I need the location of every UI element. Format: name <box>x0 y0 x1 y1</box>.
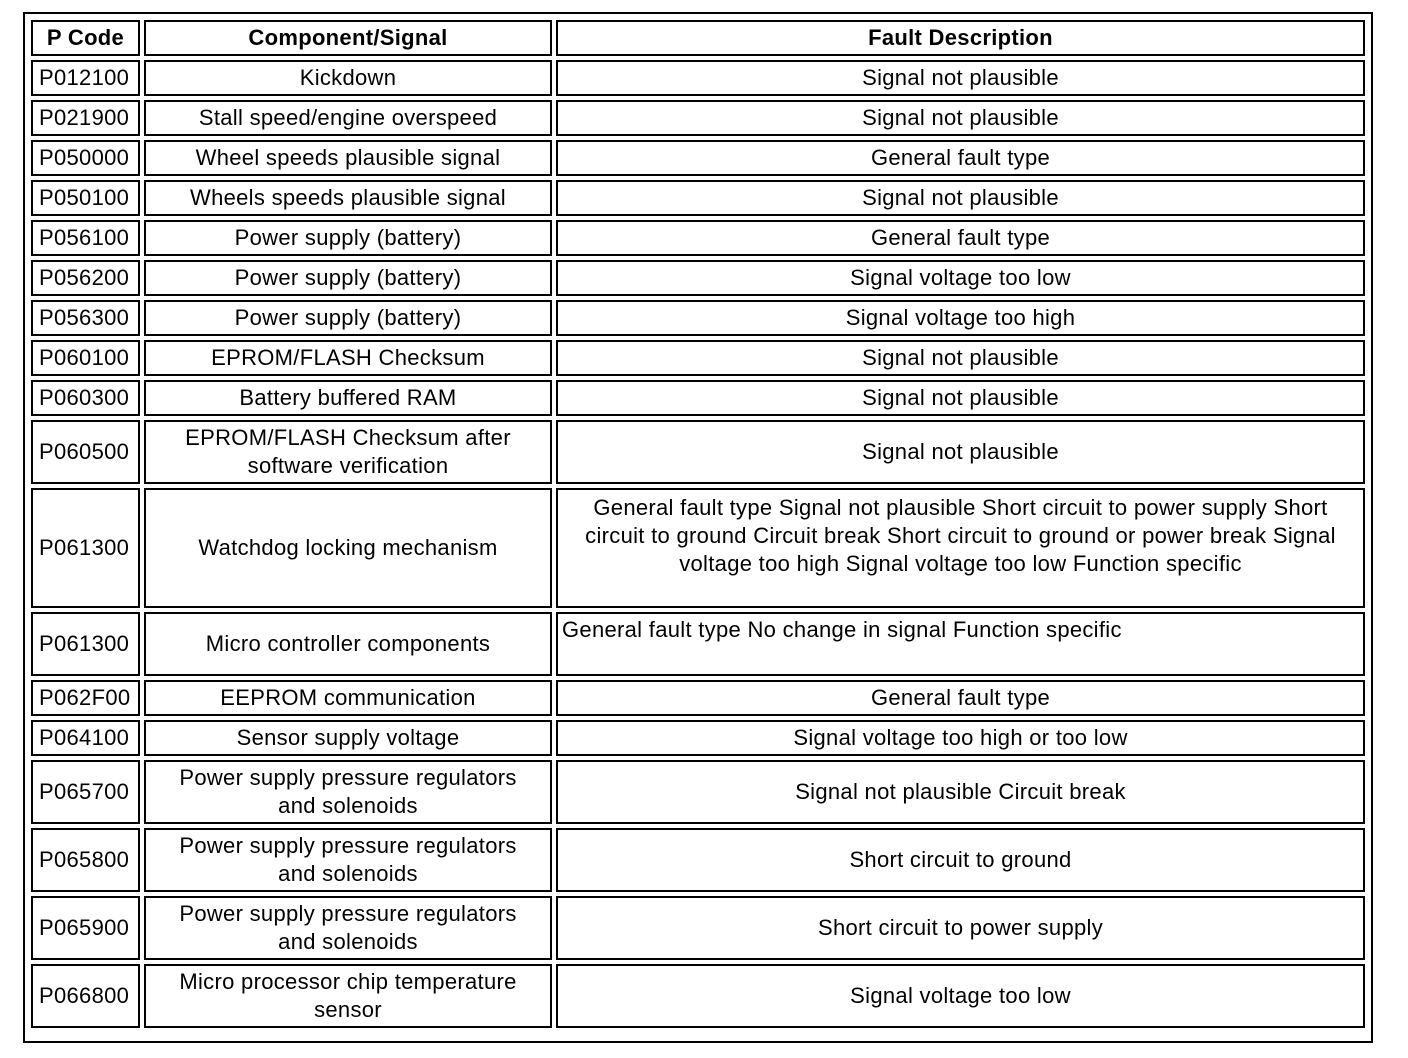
fault-cell: Signal not plausible Circuit break <box>556 760 1365 824</box>
component-cell: Sensor supply voltage <box>144 720 552 756</box>
table-row <box>31 720 1365 756</box>
component-cell: Power supply (battery) <box>144 260 552 296</box>
p-code-cell: P066800 <box>31 964 140 1028</box>
component-cell: Power supply (battery) <box>144 300 552 336</box>
p-code-cell: P060500 <box>31 420 140 484</box>
fault-cell: General fault type <box>556 680 1365 716</box>
p-code-cell: P050000 <box>31 140 140 176</box>
table-row <box>31 612 1365 676</box>
p-code-cell: P061300 <box>31 488 140 608</box>
table-row <box>31 760 1365 824</box>
header-p-code: P Code <box>31 20 140 56</box>
component-cell: EEPROM communication <box>144 680 552 716</box>
table-row <box>31 60 1365 96</box>
component-cell: Kickdown <box>144 60 552 96</box>
fault-cell: Signal not plausible <box>556 340 1365 376</box>
component-cell: Wheel speeds plausible signal <box>144 140 552 176</box>
table-row <box>31 180 1365 216</box>
component-cell: Micro processor chip temperature sensor <box>144 964 552 1028</box>
fault-cell: Signal voltage too low <box>556 260 1365 296</box>
fault-cell: Short circuit to ground <box>556 828 1365 892</box>
fault-cell: Signal voltage too high <box>556 300 1365 336</box>
table-row <box>31 140 1365 176</box>
p-code-cell: P012100 <box>31 60 140 96</box>
component-cell: Power supply pressure regulators and solenoids <box>144 828 552 892</box>
component-cell: Micro controller components <box>144 612 552 676</box>
fault-cell: Signal voltage too low <box>556 964 1365 1028</box>
component-cell: Power supply (battery) <box>144 220 552 256</box>
table-row <box>31 680 1365 716</box>
p-code-cell: P021900 <box>31 100 140 136</box>
component-cell: Stall speed/engine overspeed <box>144 100 552 136</box>
fault-cell: General fault type <box>556 220 1365 256</box>
component-cell: Battery buffered RAM <box>144 380 552 416</box>
component-cell: EPROM/FLASH Checksum after software verification <box>144 420 552 484</box>
component-cell: Watchdog locking mechanism <box>144 488 552 608</box>
fault-cell: General fault type Signal not plausible Short circuit to power supply Short circuit to ground Circuit break Short circuit to ground or power break Signal voltage too high Signal voltage too low Function specific <box>556 488 1365 608</box>
table-row <box>31 964 1365 1028</box>
p-code-cell: P064100 <box>31 720 140 756</box>
p-code-cell: P060100 <box>31 340 140 376</box>
fault-cell: Signal not plausible <box>556 180 1365 216</box>
fault-cell: Short circuit to power supply <box>556 896 1365 960</box>
fault-code-table <box>27 16 1369 1032</box>
header-row <box>31 20 1365 56</box>
table-row <box>31 300 1365 336</box>
p-code-cell: P065900 <box>31 896 140 960</box>
header-component-signal: Component/Signal <box>144 20 552 56</box>
table-row <box>31 380 1365 416</box>
table-row <box>31 488 1365 608</box>
fault-cell: Signal not plausible <box>556 420 1365 484</box>
p-code-cell: P050100 <box>31 180 140 216</box>
header-fault-description: Fault Description <box>556 20 1365 56</box>
table-row <box>31 100 1365 136</box>
fault-cell: Signal not plausible <box>556 60 1365 96</box>
fault-cell: Signal not plausible <box>556 380 1365 416</box>
fault-cell: General fault type No change in signal Function specific <box>556 612 1365 676</box>
table-row <box>31 420 1365 484</box>
p-code-cell: P061300 <box>31 612 140 676</box>
p-code-cell: P060300 <box>31 380 140 416</box>
p-code-cell: P065700 <box>31 760 140 824</box>
fault-cell: General fault type <box>556 140 1365 176</box>
p-code-cell: P056300 <box>31 300 140 336</box>
table-row <box>31 896 1365 960</box>
fault-cell: Signal not plausible <box>556 100 1365 136</box>
fault-code-table-frame <box>23 12 1373 1043</box>
table-row <box>31 260 1365 296</box>
table-row <box>31 828 1365 892</box>
fault-cell: Signal voltage too high or too low <box>556 720 1365 756</box>
p-code-cell: P056100 <box>31 220 140 256</box>
table-row <box>31 220 1365 256</box>
component-cell: Wheels speeds plausible signal <box>144 180 552 216</box>
component-cell: Power supply pressure regulators and solenoids <box>144 896 552 960</box>
p-code-cell: P056200 <box>31 260 140 296</box>
table-row <box>31 340 1365 376</box>
component-cell: Power supply pressure regulators and solenoids <box>144 760 552 824</box>
component-cell: EPROM/FLASH Checksum <box>144 340 552 376</box>
p-code-cell: P062F00 <box>31 680 140 716</box>
p-code-cell: P065800 <box>31 828 140 892</box>
